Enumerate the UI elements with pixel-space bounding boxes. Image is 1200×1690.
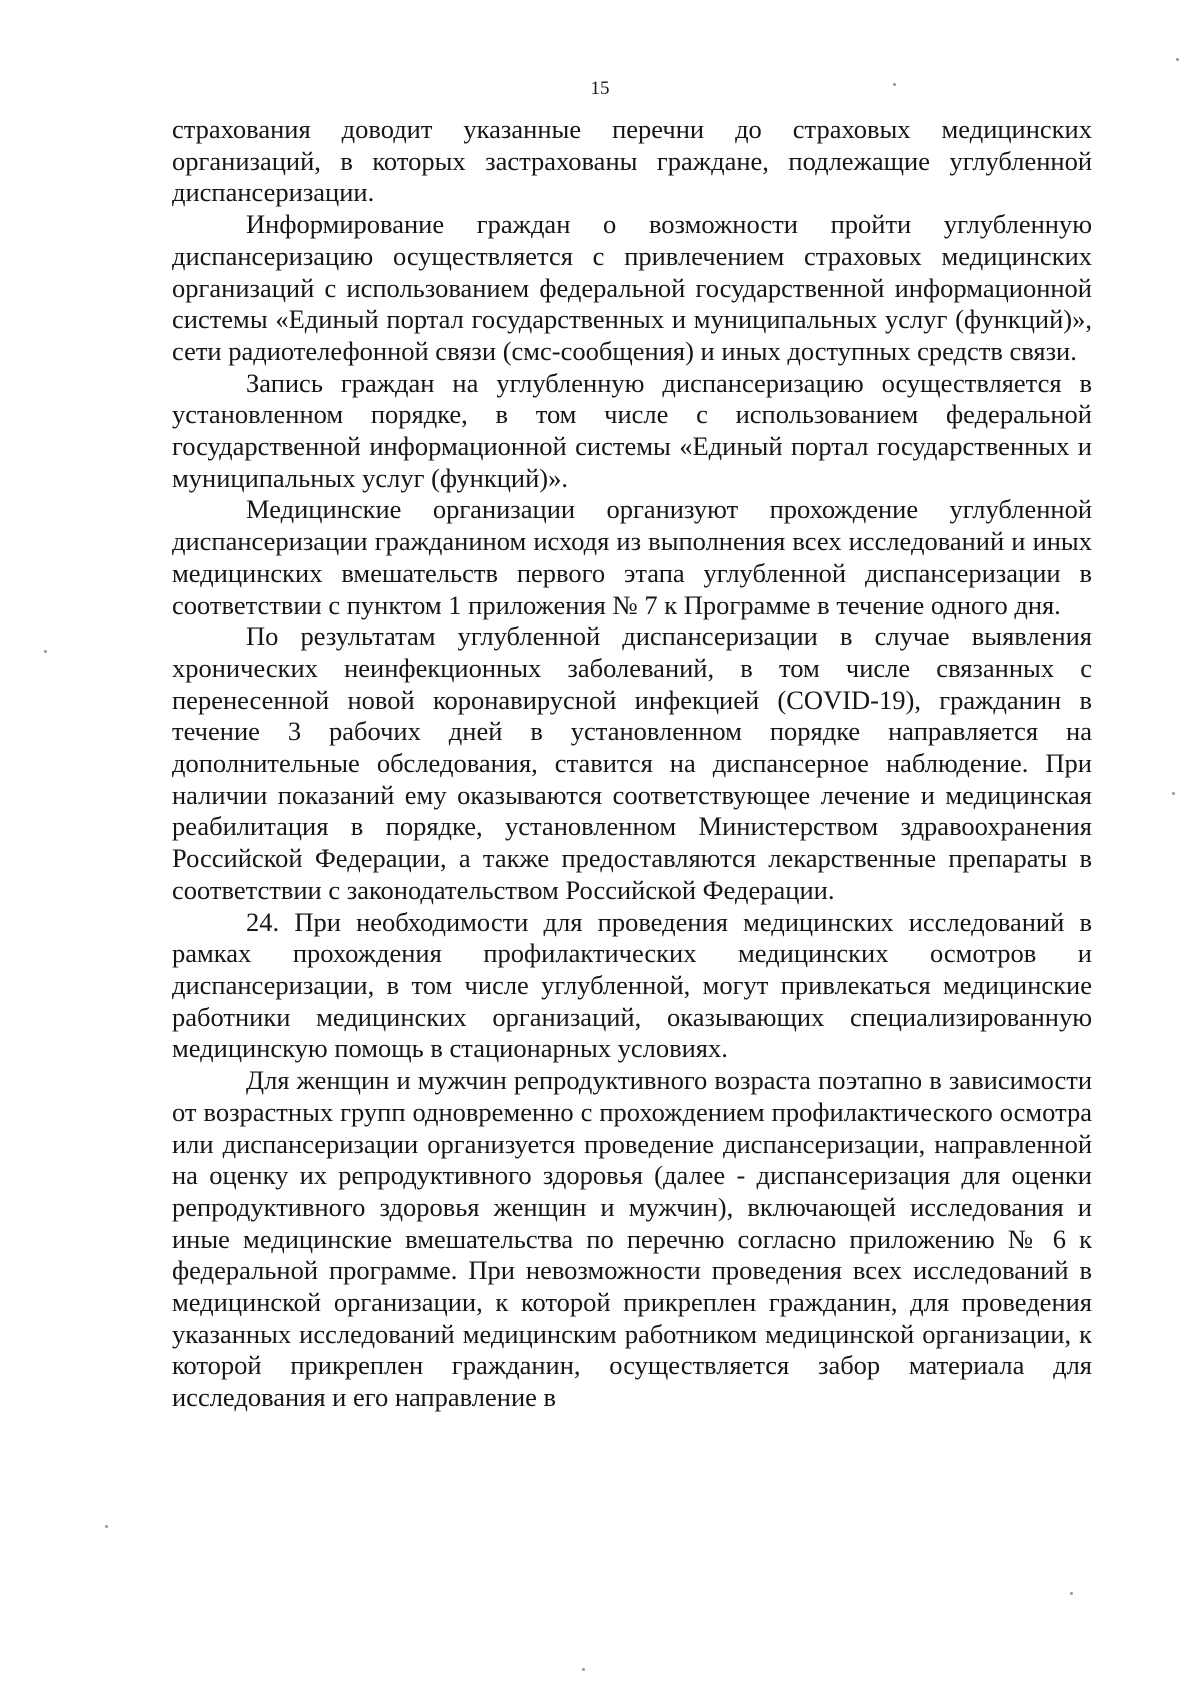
scan-speck	[1176, 58, 1179, 61]
paragraph-4: Медицинские организации организуют прохождение углубленной диспансеризации гражданином исходя из выполнения всех исследований и иных медицинских вмешательств первого этапа углубленной диспансеризации в соответствии с пунктом 1 приложения № 7 к Программе в течение одного дня.	[172, 494, 1092, 620]
scan-speck	[582, 1668, 585, 1671]
scan-speck	[1172, 792, 1175, 795]
paragraph-5: По результатам углубленной диспансеризации в случае выявления хронических неинфекционных заболеваний, в том числе связанных с перенесенной новой коронавирусной инфекцией (COVID-19), гражданин в течение 3 рабочих дней в установленном порядке направляется на дополнительные обследования, ставится на диспансерное наблюдение. При наличии показаний ему оказываются соответствующее лечение и медицинская реабилитация в порядке, установленном Министерством здравоохранения Российской Федерации, а также предоставляются лекарственные препараты в соответствии с законодательством Российской Федерации.	[172, 621, 1092, 905]
page-number: 15	[590, 78, 610, 99]
paragraph-3: Запись граждан на углубленную диспансеризацию осуществляется в установленном порядке, в том числе с использованием федеральной государственной информационной системы «Единый портал государственных и муниципальных услуг (функций)».	[172, 367, 1092, 493]
paragraph-7: Для женщин и мужчин репродуктивного возраста поэтапно в зависимости от возрастных групп одновременно с прохождением профилактического осмотра или диспансеризации организуется проведение диспансеризации, направленной на оценку их репродуктивного здоровья (далее - диспансеризация для оценки репродуктивного здоровья женщин и мужчин), включающей исследования и иные медицинские вмешательства по перечню согласно приложению № 6 к федеральной программе. При невозможности проведения всех исследований в медицинской организации, к которой прикреплен гражданин, для проведения указанных исследований медицинским работником медицинской организации, к которой прикреплен гражданин, осуществляется забор материала для исследования и его направление в	[172, 1065, 1092, 1413]
scan-speck	[44, 650, 47, 653]
scan-speck	[893, 83, 896, 86]
paragraph-6: 24. При необходимости для проведения медицинских исследований в рамках прохождения профилактических медицинских осмотров и диспансеризации, в том числе углубленной, могут привлекаться медицинские работники медицинских организаций, оказывающих специализированную медицинскую помощь в стационарных условиях.	[172, 906, 1092, 1064]
paragraph-1: страхования доводит указанные перечни до страховых медицинских организаций, в которых застрахованы граждане, подлежащие углубленной диспансеризации.	[172, 114, 1092, 208]
document-body	[172, 114, 1092, 1414]
paragraph-2: Информирование граждан о возможности пройти углубленную диспансеризацию осуществляется с привлечением страховых медицинских организаций с использованием федеральной государственной информационной системы «Единый портал государственных и муниципальных услуг (функций)», сети радиотелефонной связи (смс-сообщения) и иных доступных средств связи.	[172, 209, 1092, 366]
scan-speck	[1070, 1592, 1073, 1595]
scan-speck	[105, 1525, 108, 1528]
